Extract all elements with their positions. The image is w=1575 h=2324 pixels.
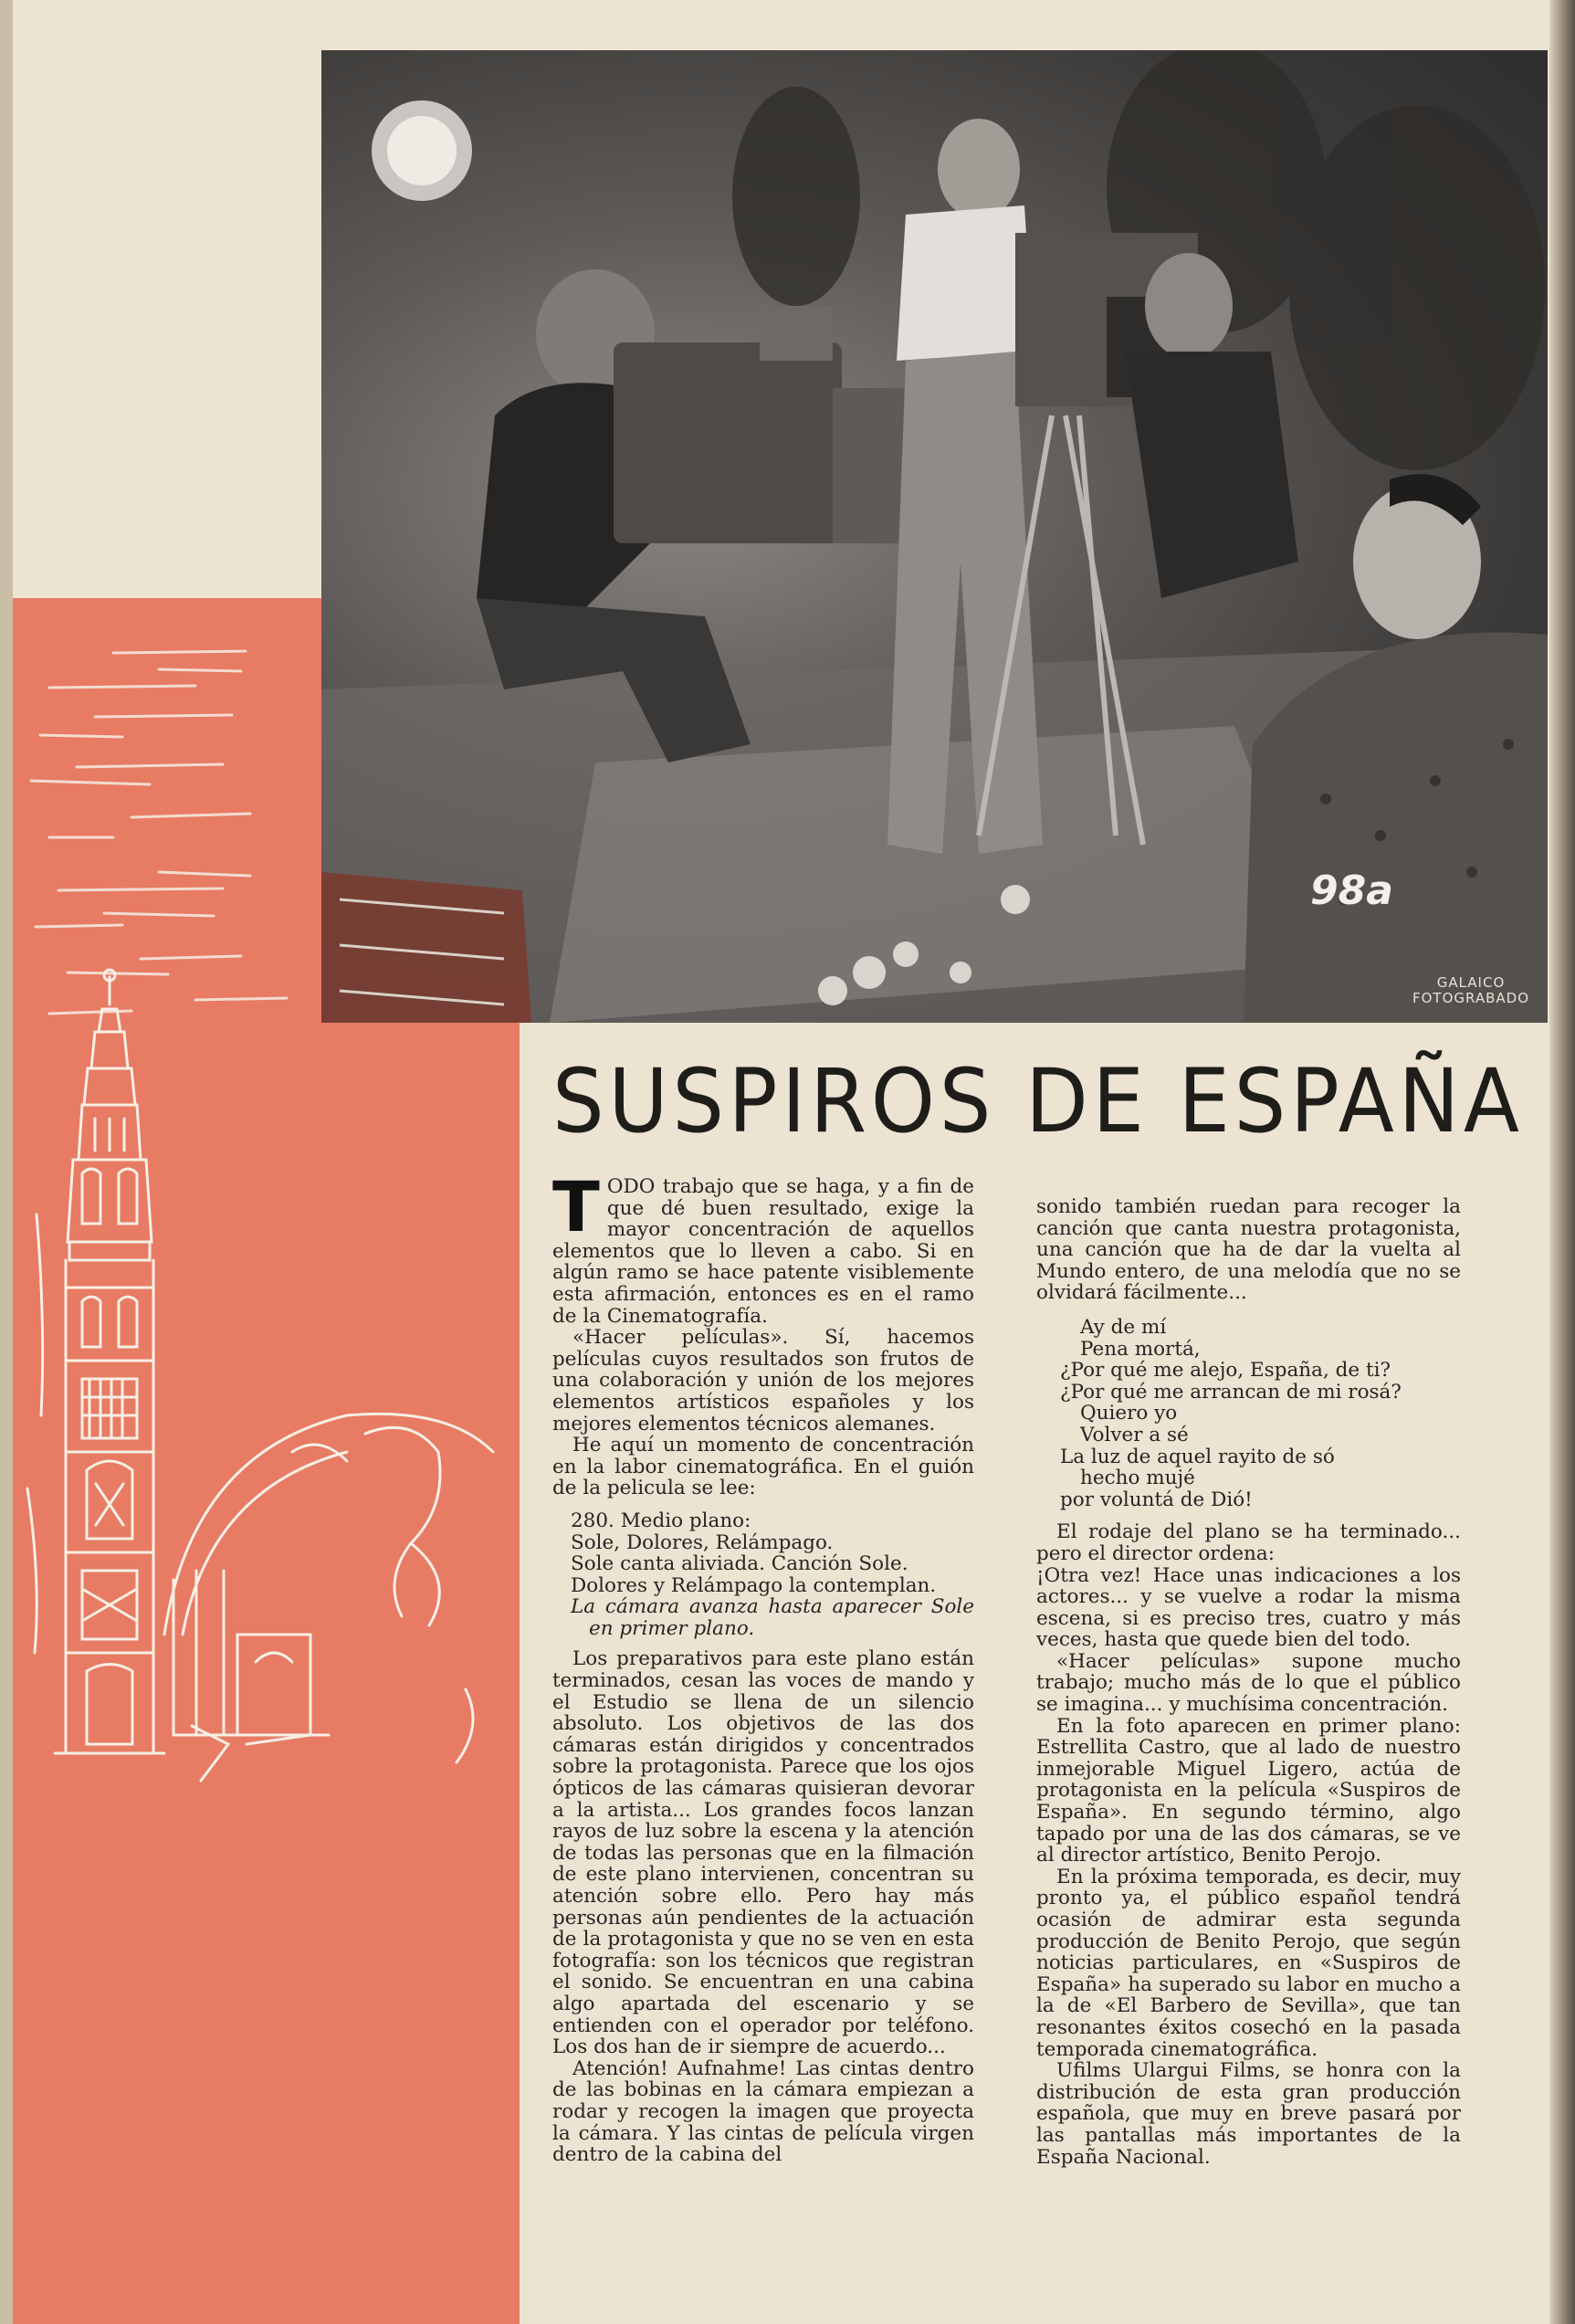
lyric-line: ¿Por qué me arrancan de mi rosá? xyxy=(1060,1380,1402,1404)
lyric-line: La luz de aquel rayito de só xyxy=(1060,1445,1335,1468)
screenplay-excerpt xyxy=(571,1510,974,1640)
lyric-line: Volver a sé xyxy=(1080,1423,1189,1446)
giralda-tower-illustration xyxy=(18,941,511,1854)
film-set-photograph xyxy=(321,50,1548,1023)
article-title: SUSPIROS DE ESPAÑA xyxy=(552,1050,1524,1152)
photo-credit xyxy=(1412,975,1529,1006)
paragraph: En la foto aparecen en primer plano: Estrellita Castro, que al lado de nuestro inmejorable Miguel Ligero, actúa de protagonista en la película «Suspiros de España». En segundo término, algo tapado por una de las dos cámaras, se ve al director artístico, Benito Perojo. xyxy=(1036,1714,1461,1867)
script-line: Sole, Dolores, Relámpago. xyxy=(571,1530,834,1554)
lyric-line: Quiero yo xyxy=(1080,1402,1178,1425)
drop-cap: T xyxy=(552,1166,600,1247)
script-line: Sole canta aliviada. Canción Sole. xyxy=(571,1552,908,1576)
script-heading: 280. Medio plano: xyxy=(571,1509,751,1532)
paragraph: Atención! Aufnahme! Las cintas dentro de las bobinas en la cámara empiezan a rodar y recogen la imagen que proyecta la cámara. Y las cintas de película virgen dentro de la cabina del xyxy=(552,2056,974,2167)
lyric-line: Ay de mí xyxy=(1080,1315,1167,1339)
article-column-left xyxy=(552,1166,974,2167)
paragraph: He aquí un momento de concentración en la labor cinematográfica. En el guión de la pelicula se lee: xyxy=(552,1434,974,1500)
photo-number: 98a xyxy=(1310,868,1393,914)
clapperboard xyxy=(321,872,531,1023)
paragraph: En la próxima temporada, es decir, muy pronto ya, el público español tendrá ocasión de admirar esta segunda producción de Benito Perojo, que según noticias particulares, en «Suspiros de España» ha superado su labor en mucho a la de «El Barbero de Sevilla», que tan resonantes éxitos cosechó en la pasada temporada cinematográfica. xyxy=(1036,1865,1461,2061)
script-line: La cámara avanza hasta aparecer Sole en primer plano. xyxy=(571,1595,974,1640)
paragraph: «Hacer películas». Sí, hacemos películas cuyos resultados son frutos de una colaboración y unión de los mejores elementos artísticos españoles y los mejores elementos técnicos alemanes. xyxy=(552,1326,974,1435)
page-edge-shadow xyxy=(1549,0,1575,2324)
script-line: Dolores y Relámpago la contemplan. xyxy=(571,1573,937,1597)
photo-credit-line2: FOTOGRABADO xyxy=(1412,990,1529,1006)
article-column-right xyxy=(1036,1196,1461,2168)
paragraph xyxy=(552,1166,974,1328)
paragraph: ¡Otra vez! Hace unas indicaciones a los actores... y se vuelve a rodar la misma escena, si es preciso tres, cuatro y más veces, hasta que quede bien del todo. xyxy=(1036,1563,1461,1652)
paragraph: sonido también ruedan para recoger la canción que canta nuestra protagonista, una canción que ha de dar la vuelta al Mundo entero, de una melodía que no se olvidará fácilmente... xyxy=(1036,1195,1461,1305)
binding-margin xyxy=(0,0,13,2324)
lyric-line: ¿Por qué me alejo, España, de ti? xyxy=(1060,1359,1391,1383)
paragraph: El rodaje del plano se ha terminado... pero el director ordena: xyxy=(1036,1520,1461,1565)
paragraph: Ufilms Ulargui Films, se honra con la distribución de esta gran producción española, que muy en breve pasará por las pantallas más importantes de la España Nacional. xyxy=(1036,2059,1461,2169)
spotlight xyxy=(372,100,472,201)
song-lyrics xyxy=(1036,1317,1461,1510)
paragraph: Los preparativos para este plano están terminados, cesan las voces de mando y el Estudio se llena de un silencio absoluto. Los objetivos de las dos cámaras están dirigidos y concentrados sobre la protagonista. Parece que los ojos ópticos de las cámaras quisieran devorar a la artista... Los grandes focos lanzan rayos de luz sobre la escena y la atención de todas las personas que en la filmación de este plano intervienen, concentran su atención sobre ello. Pero hay más personas aún pendientes de la actuación de la protagonista y que no se ven en esta fotografía: son los técnicos que registran el sonido. Se encuentran en una cabina algo apartada del escenario y se entienden con el operador por teléfono. Los dos han de ir siempre de acuerdo... xyxy=(552,1647,974,2059)
lyric-line: por voluntá de Dió! xyxy=(1060,1488,1253,1511)
lyric-line: Pena mortá, xyxy=(1080,1337,1201,1361)
paragraph: «Hacer películas» supone mucho trabajo; mucho más de lo que el público se imagina... y muchísima concentración. xyxy=(1036,1649,1461,1717)
paragraph-text: ODO trabajo que se haga, y a fin de que dé buen resultado, exige la mayor concentración de aquellos elementos que lo lleven a cabo. Si en algún ramo se hace patente visiblemente esta afirmación, entonces es en el ramo de la Cinematografía. xyxy=(552,1175,974,1328)
photo-credit-line1: GALAICO xyxy=(1436,974,1506,991)
lyric-line: hecho mujé xyxy=(1080,1467,1195,1490)
